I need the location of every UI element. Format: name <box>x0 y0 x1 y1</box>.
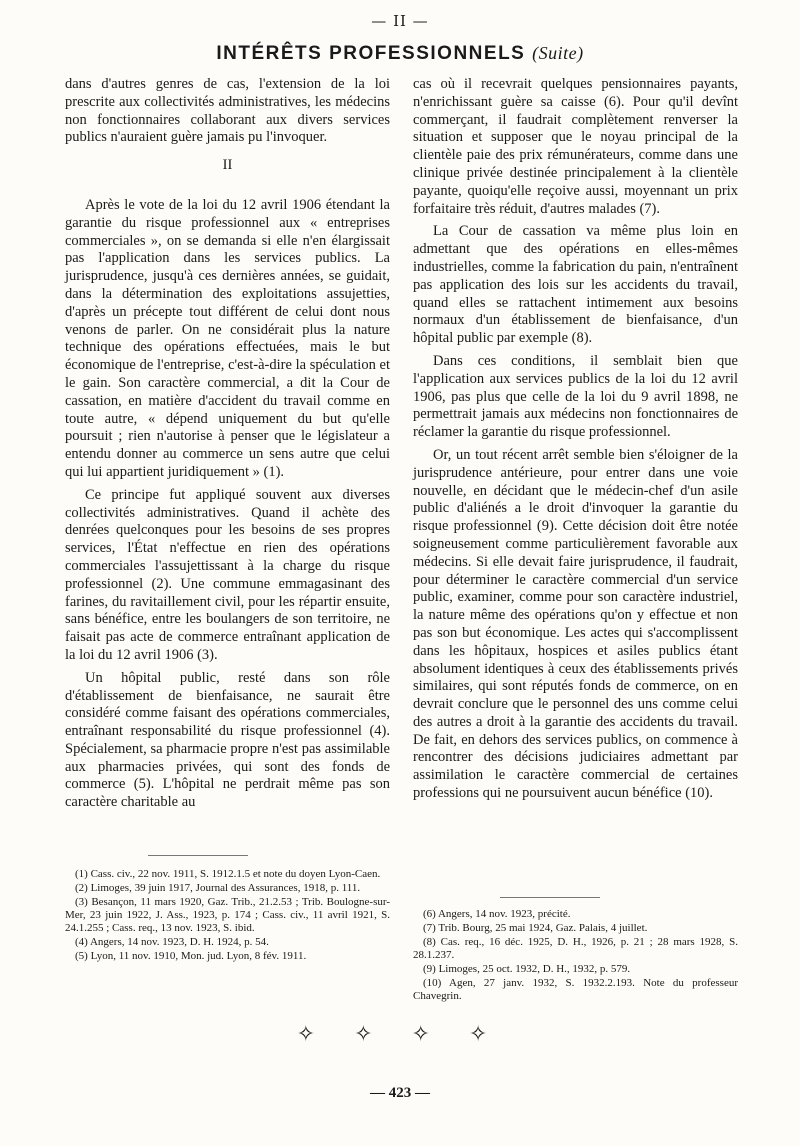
paragraph: Ce principe fut appliqué souvent aux diverses collectivités administratives. Quand il achète des denrées quelconques pour les besoins de ses propres services, l'État n'effectue en rien des opérations commerciales l'assujettissant à la charge du risque professionnel (2). Une commune emmagasinant des farines, du ravitaillement civil, pour les répartir ensuite, sans bénéfice, entre les boulangers de son territoire, ne faisait pas acte de commerce entraînant application de la loi du 12 avril 1906 (3). <box>65 486 390 663</box>
footnote: (8) Cas. req., 16 déc. 1925, D. H., 1926, p. 21 ; 28 mars 1928, S. 28.1.237. <box>413 936 738 961</box>
title-suffix: (Suite) <box>532 43 584 63</box>
footnote: (9) Limoges, 25 oct. 1932, D. H., 1932, p. 579. <box>423 963 631 975</box>
page-title <box>0 43 800 65</box>
footnotes-right <box>413 908 738 1004</box>
section-heading: II <box>222 157 233 174</box>
right-column <box>413 76 738 808</box>
footnote: (7) Trib. Bourg, 25 mai 1924, Gaz. Palais, 4 juillet. <box>423 922 648 934</box>
footnote: (2) Limoges, 39 juin 1917, Journal des Assurances, 1918, p. 111. <box>75 882 361 894</box>
footnote: (1) Cass. civ., 22 nov. 1911, S. 1912.1.5 et note du doyen Lyon-Caen. <box>75 868 381 880</box>
footnote-divider <box>500 897 600 898</box>
paragraph: Or, un tout récent arrêt semble bien s'éloigner de la jurisprudence antérieure, pour entrer dans une voie nouvelle, en décidant que le médecin-chef d'un asile public d'aliénés a le droit d'invoquer la garantie du risque professionnel (9). Cette décision doit être notée soigneusement comme particulièrement favorable aux médecins. Si elle devait faire jurisprudence, il faudrait, pour déterminer le caractère commercial d'un service public, examiner, comme pour son caractère industriel, la nature même des opérations qu'on y effectue et non pas son but économique. Les actes qui s'accomplissent dans les hôpitaux, hospices et asiles publics étant absolument identiques à ceux des établissements privés similaires, qui sont réputés fonds de commerce, on en devrait conclure que le personnel des uns comme celui des autres a droit à la garantie des accidents du travail. De fait, en dehors des services publics, on commence à rencontrer des décisions judiciaires admettant par assimilation le caractère commercial de certaines professions qui ne poursuivent aucun bénéfice (10). <box>413 446 738 802</box>
running-head: — II — <box>371 12 429 30</box>
footnote-divider <box>148 855 248 856</box>
footnote: (10) Agen, 27 janv. 1932, S. 1932.2.193. Note du professeur Chavegrin. <box>413 977 738 1002</box>
footnote: (4) Angers, 14 nov. 1923, D. H. 1924, p. 54. <box>75 936 269 948</box>
page-number: — 423 — <box>370 1085 430 1101</box>
footnote: (6) Angers, 14 nov. 1923, précité. <box>423 908 571 920</box>
title-text: INTÉRÊTS PROFESSIONNELS <box>216 43 526 64</box>
footnotes-left <box>65 868 390 964</box>
paragraph: dans d'autres genres de cas, l'extension de la loi prescrite aux collectivités administratives, les médecins non fonctionnaires collaborant aux divers services publics n'auraient guère jamais pu l'invoquer. <box>65 76 390 146</box>
footnote: (3) Besançon, 11 mars 1920, Gaz. Trib., 21.2.53 ; Trib. Boulogne-sur-Mer, 23 juin 1922, J. Ass., 1923, p. 174 ; Cass. civ., 11 avril 1921, S. 24.1.255 ; Cass. req., 13 nov. 1923, S. ibid. <box>65 896 390 934</box>
paragraph: Après le vote de la loi du 12 avril 1906 étendant la garantie du risque professionnel aux « entreprises commerciales », on se demanda si elle n'en élargissait pas l'application dans les services publics. La jurisprudence, jusqu'à ces dernières années, se guidait, dans la détermination des exploitations assujetties, d'après un précepte tout différent de celui dont nous venons de parler. On ne considérait plus la nature technique des opérations effectuées, mais le but économique de l'entreprise, c'est-à-dire la spéculation et le gain. Son caractère commercial, a dit la Cour de cassation, en matière d'accident du travail comme en toute autre, « dépend uniquement du but qu'elle poursuit ; rien n'autorise à penser que le législateur a entendu donner au commerce un sens autre que celui qui lui appartient juridiquement » (1). <box>65 196 390 480</box>
ornament-divider: ✧ ✧ ✧ ✧ <box>296 1022 504 1047</box>
paragraph: Un hôpital public, resté dans son rôle d'établissement de bienfaisance, ne saurait être considéré comme faisant des opérations commerciales, entraînant responsabilité du risque professionnel (4). Spécialement, sa pharmacie propre n'est pas assimilable aux pharmacies privées, qui sont des fonds de commerce (5). L'hôpital ne perdrait même pas son caractère charitable au <box>65 669 390 811</box>
paragraph: cas où il recevrait quelques pensionnaires payants, n'enrichissant guère sa caisse (6). Pour qu'il devînt commerçant, il faudrait complètement renverser la situation et supposer que le noyau principal de la clientèle paie des prix rémunérateurs, comme dans une clinique privée destinée principalement à la clientèle payante, quoiqu'elle reçoive aussi, moyennant un prix forfaitaire très réduit, d'autres malades (7). <box>413 76 738 217</box>
paragraph: Dans ces conditions, il semblait bien que l'application aux services publics de la loi du 12 avril 1906, pas plus que celle de la loi du 9 avril 1898, ne permettrait jamais aux médecins non fonctionnaires de réclamer la garantie du risque professionnel. <box>413 352 738 441</box>
footnote: (5) Lyon, 11 nov. 1910, Mon. jud. Lyon, 8 fév. 1911. <box>75 950 307 962</box>
paragraph: La Cour de cassation va même plus loin en admettant que des opérations en elles-mêmes industrielles, comme la fabrication du pain, n'entraînent pas application des lois sur les accidents du travail, quand elles se rattachent intimement aux besoins normaux d'un établissement de bienfaisance, d'un hôpital public par exemple (8). <box>413 223 738 347</box>
left-column <box>65 76 390 817</box>
